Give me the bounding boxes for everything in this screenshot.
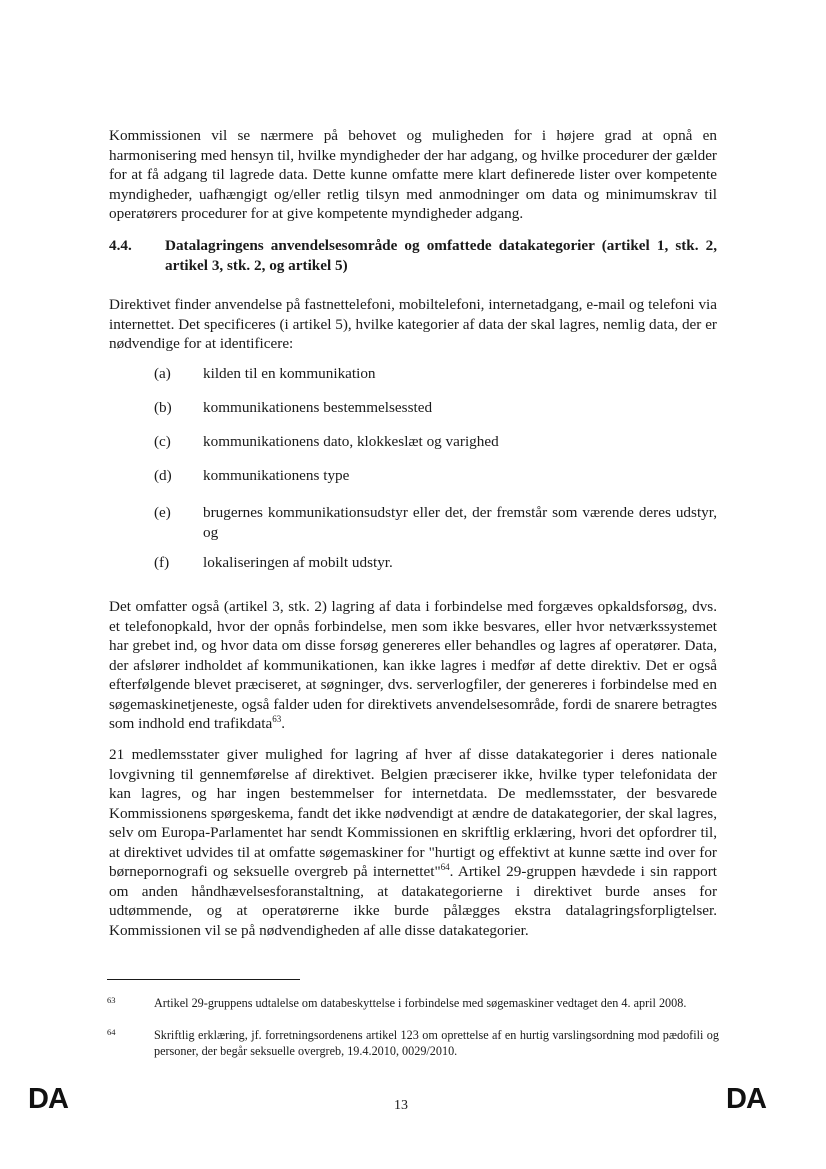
footnote-number: 64 [107, 1027, 116, 1037]
language-code-right: DA [726, 1083, 766, 1115]
list-item-text: kommunikationens dato, klokkeslæt og varighed [203, 433, 499, 450]
list-item-text: kommunikationens bestemmelsessted [203, 399, 433, 416]
list-item-label: (e) [154, 504, 171, 521]
list-item-text: kommunikationens type [203, 467, 350, 484]
paragraph-text: Det omfatter også (artikel 3, stk. 2) lagring af data i forbindelse med forgæves opkaldsforsøg, dvs. et telefonopkald, hvor der opnås forbindelse, men som ikke besvares, eller hvor netværkssystemet har grebet ind, og hvor data om disse forsøg genereres eller behandles og lagres af operatører. Data, der afslører indholdet af kommunikationen, kan ikke lagres i medfør af dette direktiv. Det er også efterfølgende blevet præciseret, at søgninger, dvs. serverlogfiler, der genereres i forbindelse med en søgemaskinetjeneste, også falder uden for direktivets anvendelsesområde, fordi de snarere betragtes som indhold end trafikdata [109, 598, 717, 732]
list-item-label: (f) [154, 554, 170, 571]
list-item-label: (d) [154, 467, 172, 484]
footnote-text: Artikel 29-gruppens udtalelse om databeskyttelse i forbindelse med søgemaskiner vedtaget den 4. april 2008. [154, 996, 687, 1010]
list-item-label: (b) [154, 399, 172, 416]
list-item-text: kilden til en kommunikation [203, 365, 376, 382]
page-number: 13 [394, 1098, 408, 1113]
paragraph-end: . [281, 715, 286, 732]
paragraph-text: 21 medlemsstater giver mulighed for lagring af hver af disse datakategorier i deres nationale lovgivning til gennemførelse af direktivet. Belgien præciserer ikke, hvilke typer telefonidata der kan lagres, og har ingen bestemmelser for internetdata. De medlemsstater, der besvarede Kommissionens spørgeskema, fandt det ikke nødvendigt at ændre de datakategorier, der skal lagres, selv om Europa-Parlamentet har sendt Kommissionen en skriftlig erklæring, hvori det opfordrer til, at direktivet udvides til at omfatte søgemaskiner for "hurtigt og effektivt at kunne sætte ind over for børnepornografi og seksuelle overgreb på internettet" [109, 746, 717, 880]
footnote-text: Skriftlig erklæring, jf. forretningsordenens artikel 123 om oprettelse af en hurtig varslingsordning mod pædofili og personer, der begår seksuelle overgreb, 19.4.2010, 0029/2010. [154, 1028, 719, 1058]
section-title: Datalagringens anvendelsesområde og omfattede datakategorier (artikel 1, stk. 2, artikel 3, stk. 2, og artikel 5) [165, 237, 717, 274]
paragraph-harmonisation: Kommissionen vil se nærmere på behovet og muligheden for i højere grad at opnå en harmonisering med hensyn til, hvilke myndigheder der har adgang, og hvilke procedurer der gælder for at få adgang til lagrede data. Dette kunne omfatte mere klart definerede lister over kompetente myndigheder, uafhængigt og/eller retlig tilsyn med anmodninger om data og minimumskrav til operatørers procedurer for at give kompetente myndigheder adgang. [109, 127, 717, 222]
list-item-label: (a) [154, 365, 171, 382]
paragraph-member-states [109, 745, 717, 940]
paragraph-failed-calls [109, 597, 717, 734]
list-item-text: brugernes kommunikationsudstyr eller det, der fremstår som værende deres udstyr, og [203, 504, 717, 541]
list-item-text: lokaliseringen af mobilt udstyr. [203, 554, 393, 571]
list-item-label: (c) [154, 433, 171, 450]
footnote-number: 63 [107, 995, 116, 1005]
section-number: 4.4. [109, 237, 132, 254]
paragraph-scope: Direktivet finder anvendelse på fastnettelefoni, mobiltelefoni, internetadgang, e-mail og telefoni via internettet. Det specificeres (i artikel 5), hvilke kategorier af data der skal lagres, nemlig data, der er nødvendige for at identificere: [109, 296, 717, 352]
language-code-left: DA [28, 1083, 68, 1115]
footnote-divider [107, 979, 300, 980]
footnote-ref-64[interactable]: 64 [440, 861, 450, 872]
paragraph-text-continued: . Artikel 29-gruppen hævdede i sin rapport om anden håndhævelsesforanstaltning, at datakategorierne i direktivet burde anses for udtømmende, og at operatørerne ikke burde pålægges ekstra datalagringsforpligtelser. Kommissionen vil se på nødvendigheden af alle disse datakategorier. [109, 863, 718, 939]
footnote-ref-63[interactable]: 63 [272, 713, 282, 724]
